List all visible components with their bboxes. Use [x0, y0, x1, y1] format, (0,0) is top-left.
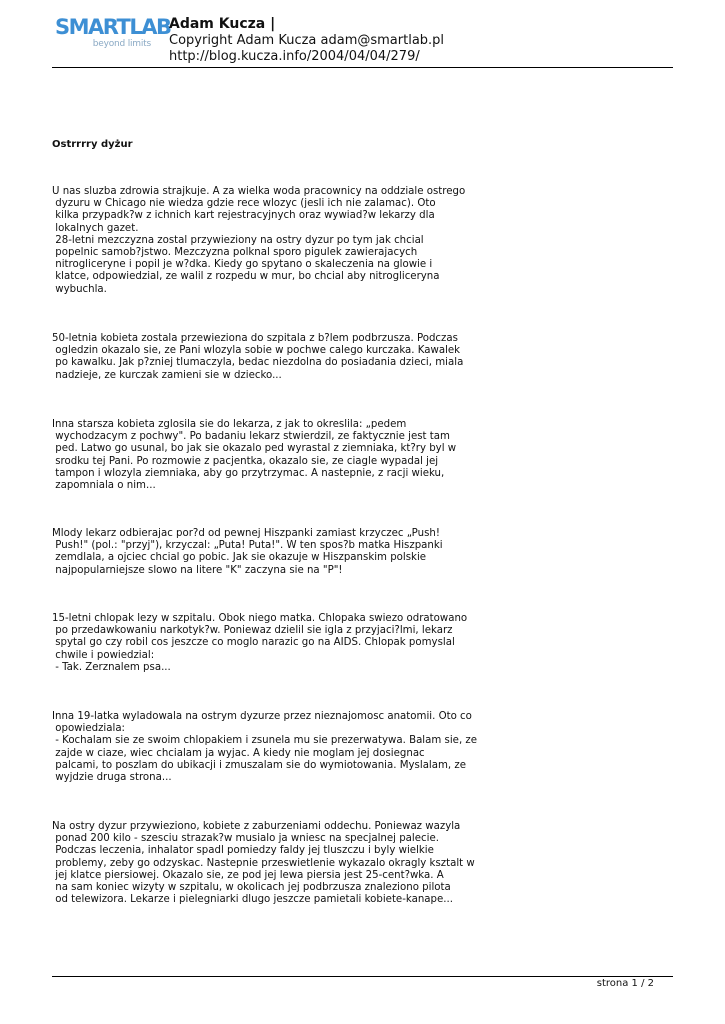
page-number: strona 1 / 2	[596, 978, 654, 989]
logo-wordmark: SMARTLAB	[55, 15, 171, 39]
header-copyright: Copyright Adam Kucza adam@smartlab.pl	[169, 33, 445, 48]
footer-divider	[52, 976, 673, 977]
logo-tagline: beyond limits	[92, 39, 151, 49]
header-author: Adam Kucza |	[169, 16, 276, 32]
article-paragraph-4: Mlody lekarz odbierajac por?d od pewnej Hiszpanki zamiast krzyczec „Push! Push!" (pol.: "przyj"), krzyczal: „Puta! Puta!". W ten spos?b matka Hiszpanki zemdlala, a ojciec chcial go pobic. Jak sie okazuje w Hiszpanskim polskie najpopularniejsze slowo na litere "K" zaczyna sie na "P"!	[52, 528, 443, 576]
header-divider	[52, 67, 673, 68]
article-paragraph-6: Inna 19-latka wyladowala na ostrym dyzurze przez nieznajomosc anatomii. Oto co opowiedziala: - Kochalam sie ze swoim chlopakiem i zsunela mu sie prezerwatywa. Balam sie, ze zajde w ciaze, wiec chcialam ja wyjac. A kiedy nie moglam jej dosiegnac palcami, to poszlam do ubikacji i zmuszalam sie do wymiotowania. Myslalam, ze wyjdzie druga strona...	[52, 711, 478, 784]
header-url: http://blog.kucza.info/2004/04/04/279/	[169, 49, 420, 64]
article-paragraph-2: 50-letnia kobieta zostala przewieziona do szpitala z b?lem podbrzusza. Podczas ogledzin okazalo sie, ze Pani wlozyla sobie w pochwe calego kurczaka. Kawalek po kawalku. Jak p?zniej tlumaczyla, bedac niezdolna do posiadania dzieci, miala nadzieje, ze kurczak zamieni sie w dziecko...	[52, 333, 464, 381]
article-title: Ostrrrry dyżur	[52, 139, 133, 150]
page-header	[169, 16, 444, 65]
article-paragraph-5: 15-letni chlopak lezy w szpitalu. Obok niego matka. Chlopaka swiezo odratowano po przedawkowaniu narkotyk?w. Poniewaz dzielil sie igla z przyjaci?lmi, lekarz spytal go czy robil cos jeszcze co moglo narazic go na AIDS. Chlopak pomyslal chwile i powiedzial: - Tak. Zerznalem psa...	[52, 613, 468, 673]
smartlab-logo	[55, 15, 171, 51]
article-paragraph-3: Inna starsza kobieta zglosila sie do lekarza, z jak to okreslila: „pedem wychodzacym z pochwy". Po badaniu lekarz stwierdzil, ze faktycznie jest tam ped. Latwo go usunal, bo jak sie okazalo ped wyrastal z ziemniaka, kt?ry byl w srodku tej Pani. Po rozmowie z pacjentka, okazalo sie, ze ciagle wypadal jej tampon i wlozyla ziemniaka, aby go przytrzymac. A nastepnie, z racji wieku, zapomniala o nim...	[52, 419, 457, 492]
article-paragraph-7: Na ostry dyzur przywieziono, kobiete z zaburzeniami oddechu. Poniewaz wazyla ponad 200 kilo - szesciu strazak?w musialo ja wniesc na specjalnej palecie. Podczas leczenia, inhalator spadl pomiedzy faldy jej tluszczu i byly wielkie problemy, zeby go odzyskac. Nastepnie przeswietlenie wykazalo okragly ksztalt w jej klatce piersiowej. Okazalo sie, ze pod jej lewa piersia jest 25-cent?wka. A na sam koniec wizyty w szpitalu, w okolicach jej podbrzusza znaleziono pilota od telewizora. Lekarze i pielegniarki dlugo jeszcze pamietali kobiete-kanape...	[52, 821, 475, 906]
article-paragraph-1: U nas sluzba zdrowia strajkuje. A za wielka woda pracownicy na oddziale ostrego dyzuru w Chicago nie wiedza gdzie rece wlozyc (jesli ich nie zalamac). Oto kilka przypadk?w z ichnich kart rejestracyjnych oraz wywiad?w lekarzy dla lokalnych gazet. 28-letni mezczyzna zostal przywieziony na ostry dyzur po tym jak chcial popelnic samob?jstwo. Mezczyzna polknal sporo pigulek zawierajacych nitrogliceryne i popil je w?dka. Kiedy go spytano o skaleczenia na glowie i klatce, odpowiedzial, ze walil z rozpedu w mur, bo chcial aby nitrogliceryna wybuchla.	[52, 186, 466, 295]
